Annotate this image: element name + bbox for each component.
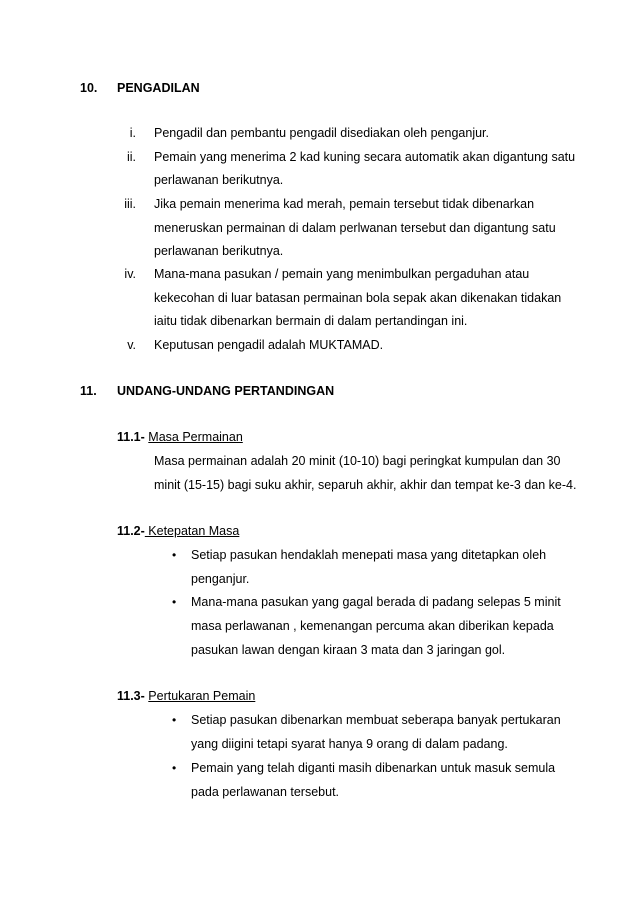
item-numeral: iii.: [124, 197, 136, 211]
item-line: kekecohan di luar batasan permainan bola sepak akan dikenakan tidakan: [154, 291, 562, 305]
item-numeral: v.: [127, 338, 136, 352]
item-line: Mana-mana pasukan / pemain yang menimbulkan pergaduhan atau: [154, 267, 530, 281]
item-line: Pemain yang menerima 2 kad kuning secara automatik akan digantung satu: [154, 150, 576, 164]
bullet-line: pada perlawanan tersebut.: [191, 785, 340, 799]
bullet-icon: •: [172, 713, 177, 727]
subsection-11-1-heading: [117, 430, 243, 444]
bullet-line: Setiap pasukan hendaklah menepati masa yang ditetapkan oleh: [191, 548, 547, 562]
subsection-11-2-heading: [117, 524, 239, 538]
bullet-line: pasukan lawan dengan kiraan 3 mata dan 3 jaringan gol.: [191, 643, 506, 657]
item-numeral: ii.: [126, 150, 136, 164]
bullet-line: Pemain yang telah diganti masih dibenarkan untuk masuk semula: [191, 761, 556, 775]
subsection-number: 11.1-: [117, 430, 145, 444]
paragraph-line: Masa permainan adalah 20 minit (10-10) bagi peringkat kumpulan dan 30: [154, 454, 561, 468]
item-line: Keputusan pengadil adalah MUKTAMAD.: [154, 338, 384, 352]
subsection-title: Pertukaran Pemain: [148, 689, 256, 703]
item-numeral: iv.: [124, 267, 136, 281]
bullet-line: penganjur.: [191, 572, 250, 586]
bullet-line: masa perlawanan , kemenangan percuma akan diberikan kepada: [191, 619, 554, 633]
subsection-number: 11.3-: [117, 689, 145, 703]
subsection-11-3-heading: [117, 689, 255, 703]
subsection-number: 11.2-: [117, 524, 145, 538]
bullet-line: Mana-mana pasukan yang gagal berada di padang selepas 5 minit: [191, 595, 561, 609]
bullet-line: Setiap pasukan dibenarkan membuat seberapa banyak pertukaran: [191, 713, 561, 727]
item-line: Pengadil dan pembantu pengadil disediakan oleh penganjur.: [154, 126, 489, 140]
section-11-title: UNDANG-UNDANG PERTANDINGAN: [117, 384, 335, 398]
item-line: iaitu tidak dibenarkan bermain di dalam pertandingan ini.: [154, 314, 468, 328]
subsection-title: Masa Permainan: [148, 430, 243, 444]
paragraph-line: minit (15-15) bagi suku akhir, separuh akhir, akhir dan tempat ke-3 dan ke-4.: [154, 478, 577, 492]
section-10-number: 10.: [80, 81, 98, 95]
item-numeral: i.: [129, 126, 136, 140]
item-line: Jika pemain menerima kad merah, pemain tersebut tidak dibenarkan: [154, 197, 535, 211]
bullet-icon: •: [172, 548, 177, 562]
item-line: meneruskan permainan di dalam perlwanan tersebut dan digantung satu: [154, 221, 556, 235]
bullet-icon: •: [172, 761, 177, 775]
item-line: perlawanan berikutnya.: [154, 173, 284, 187]
section-10-title: PENGADILAN: [117, 81, 200, 95]
subsection-title: Ketepatan Masa: [144, 524, 240, 538]
bullet-icon: •: [172, 595, 177, 609]
section-11-number: 11.: [80, 384, 97, 398]
bullet-line: yang diigini tetapi syarat hanya 9 orang di dalam padang.: [191, 737, 508, 751]
item-line: perlawanan berikutnya.: [154, 244, 284, 258]
